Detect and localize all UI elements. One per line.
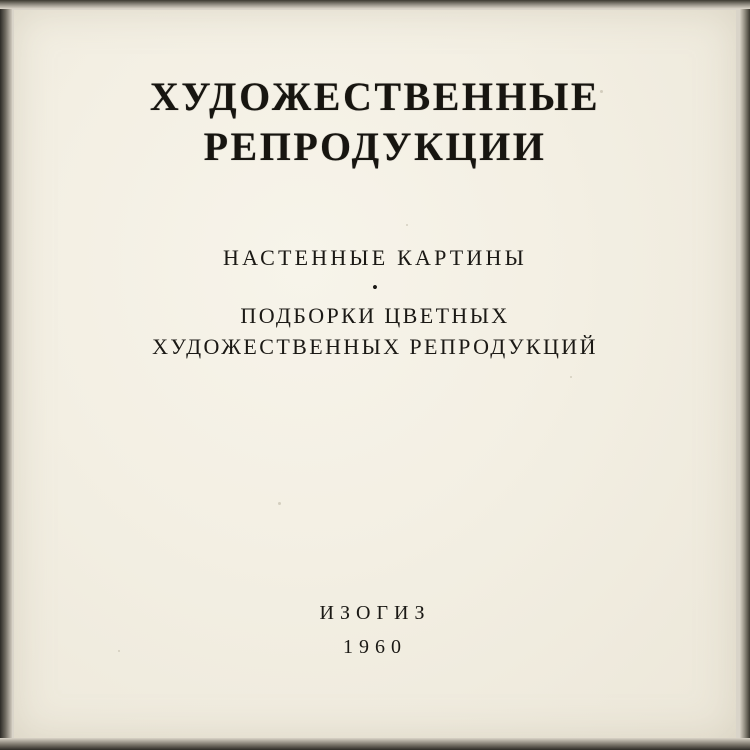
subtitle-block: [14, 242, 736, 363]
page-title-line-2: РЕПРОДУКЦИИ: [203, 124, 547, 170]
paper-sheet: [14, 10, 736, 738]
page-content: [14, 10, 736, 738]
imprint-block: [14, 602, 736, 659]
publisher-name: ИЗОГИЗ: [319, 602, 431, 624]
subtitle-collections-line-2: ХУДОЖЕСТВЕННЫХ РЕПРОДУКЦИЙ: [152, 334, 598, 360]
subtitle-wall-pictures: НАСТЕННЫЕ КАРТИНЫ: [223, 245, 527, 270]
bottom-edge-shadow: [0, 738, 750, 750]
publication-year: 1960: [343, 636, 407, 658]
page-title-line-1: ХУДОЖЕСТВЕННЫЕ: [149, 74, 601, 119]
subtitle-collections-line-1: ПОДБОРКИ ЦВЕТНЫХ: [240, 303, 510, 329]
right-edge-shadow: [740, 0, 750, 750]
bullet-separator-icon: •: [372, 278, 378, 298]
left-edge-shadow: [0, 0, 12, 750]
top-edge-shadow: [0, 0, 750, 9]
title-block: [14, 72, 736, 173]
